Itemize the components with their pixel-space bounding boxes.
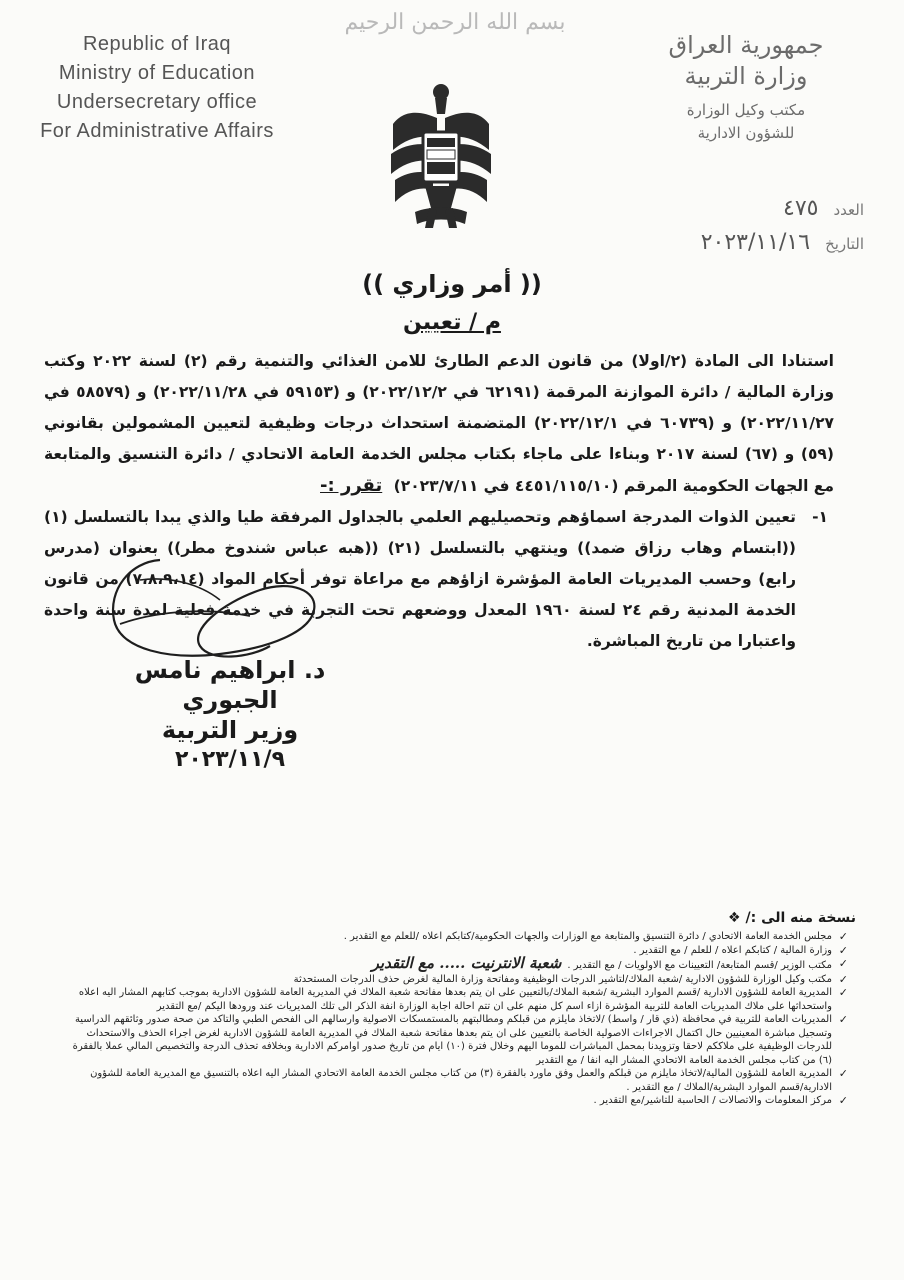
check-icon: ✓ xyxy=(838,986,848,999)
copy-recipient: ✓ وزارة المالية / كتابكم اعلاه / للعلم / مع التقدير . xyxy=(633,943,848,957)
check-icon: ✓ xyxy=(838,1094,848,1107)
signature-block xyxy=(100,655,360,775)
handwritten-note: شعبة الانترنيت ..... مع التقدير xyxy=(371,954,562,972)
country-name-ar: جمهورية العراق xyxy=(668,31,824,59)
copy-recipient: ✓ المديرية العامة للشؤون المالية/لاتخاذ مايلزم من قبلكم والعمل وفق ماورد بالفقرة (٣) من كتاب مجلس الخدمة العامة الاتحادي المشار اليه اعلاه بالتنسيق مع المديرية العامة للشؤون الادارية/قسم الموارد البشرية/الملاك / مع التقدير . xyxy=(90,1067,848,1093)
signer-name: د. ابراهيم نامس الجبوري xyxy=(134,656,326,714)
check-icon: ✓ xyxy=(838,972,848,986)
date-label: التاريخ xyxy=(825,235,864,253)
basmala: بسم الله الرحمن الرحيم xyxy=(344,10,566,35)
document-subject: م / تعيين xyxy=(403,310,501,335)
copies-heading xyxy=(728,910,856,926)
signature-date: ٢٠٢٣/١١/٩ xyxy=(174,747,286,772)
date-value: ٢٠٢٣/١١/١٦ xyxy=(700,230,811,255)
decision-label: تقرر :- xyxy=(320,475,383,496)
letterhead-english xyxy=(22,30,292,146)
preamble-text: استنادا الى المادة (٢/اولا) من قانون الدعم الطارئ للامن الغذائي والتنمية رقم (٢) لسنة ٢٠٢٢ وكتب وزارة المالية / دائرة الموازنة المرقمة (٦٢١٩١ في ٢٠٢٢/١٢/٢) و (٥٩١٥٣ في ٢٠٢٢/١١/٢٨) و (٥٨٥٧٩ في ٢٠٢٢/١١/٢٧) و (٦٠٧٣٩ في ٢٠٢٢/١٢/١) المتضمنة استحداث درجات وظيفية لتعيين المشمولين بقانوني (٥٩) و (٦٧) لسنة ٢٠١٧ وبناءا على ماجاء بكتاب مجلس الخدمة العامة الاتحادي / دائرة التنسيق والمتابعة مع الجهات الحكومية المرقم (٤٤٥١/١١٥/١٠ في ٢٠٢٣/٧/١١) xyxy=(44,352,834,495)
check-icon: ✓ xyxy=(838,943,848,957)
item-number: ١- xyxy=(812,508,828,526)
office-name-ar: مكتب وكيل الوزارة xyxy=(686,101,806,119)
signer-title: وزير التربية xyxy=(161,716,299,744)
country-name-en: Republic of Iraq xyxy=(82,33,232,55)
office-sub-ar: للشؤون الادارية xyxy=(697,124,795,142)
check-icon: ✓ xyxy=(838,957,848,970)
number-label: العدد xyxy=(833,201,864,219)
iraq-eagle-emblem-icon xyxy=(385,78,497,238)
ministry-name-en: Ministry of Education xyxy=(58,62,256,84)
number-value: ٤٧٥ xyxy=(783,196,819,221)
copies-heading-text: نسخة منه الى :/ xyxy=(745,910,856,926)
bullet-icon: ❖ xyxy=(728,910,741,926)
check-icon: ✓ xyxy=(838,1013,848,1026)
reference-date xyxy=(701,230,864,255)
copy-recipient: ✓ المديرية العامة للشؤون الادارية /قسم الموارد البشرية /شعبة الملاك/بالتعيين على ان يتم بعدها مفاتحة شعبة الملاك في المديرية العامة للشؤون الادارية بموجب كتابهم المشار اليه اعلاه واستحداثها على ملاك المديريات العامة للتربية المؤشرة ازاء اسم كل منهم على ان تتم احالة اجابة الوزارة انفة الذكر الى تلك المديريات عند ورودها اليكم /مع التقدير xyxy=(78,986,848,1012)
copy-recipient: ✓ مركز المعلومات والاتصالات / الحاسبة للتاشير/مع التقدير . xyxy=(593,1094,848,1107)
letterhead-arabic xyxy=(646,30,846,144)
check-icon: ✓ xyxy=(838,930,848,943)
copy-recipient: ✓ المديريات العامة للتربية في محافظة (ذي قار / واسط) /لاتخاذ مايلزم من قبلكم ومطالبتهم بالمستمسكات الاصولية وارسالهم الى الفحص الطبي والتاكد من صحة صدور وثائقهم الدراسية وتسجيل مباشرة المعينيين حال اكتمال الاجراءات الاصولية الخاصة بالتعيين على ان يتم بعدها مفاتحة شعبة الملاك في المديرية العامة للشؤون الادارية لغرض اجراء الحذف والاستحداث للدرجات الوظيفية على ملاككم لاحقا وتزويدنا بمحمل المباشرات للموما اليهم وخلال فترة (١٠) ايام من تاريخ صدور اوامركم الادارية وبخلافه تحذف الدرجة والتخصيص المالي عملا بالفقرة (٦) من كتاب مجلس الخدمة العامة الاتحادي المشار اليه انفا / مع التقدير xyxy=(72,1013,848,1066)
copy-recipient: ✓ مجلس الخدمة العامة الاتحادي / دائرة التنسيق والمتابعة مع الوزارات والجهات الحكومية/كتابكم اعلاه /للعلم مع التقدير . xyxy=(343,930,848,943)
preamble-paragraph xyxy=(44,346,834,502)
copy-recipient: ✓ مكتب وكيل الوزارة للشؤون الادارية /شعبة الملاك/لتاشير الدرجات الوظيفية ومفاتحة وزارة المالية لغرض حذف الدرجات المستحدثة xyxy=(293,972,848,986)
ministry-name-ar: وزارة التربية xyxy=(684,62,808,90)
office-name-en: Undersecretary office xyxy=(56,91,258,113)
item-text: تعيين الذوات المدرجة اسماؤهم وتحصيليهم العلمي بالجداول المرفقة طيا والذي يبدا بالتسلسل (١) ((ابتسام وهاب رزاق ضمد)) وينتهي بالتسلسل (٢١) ((هبه عباس شندوخ مطر)) بعنوان (مدرس رابع) وحسب المديريات العامة المؤشرة ازاؤهم مع مراعاة توفر أحكام المواد (٧،٨،٩،١٤) من قانون الخدمة المدنية رقم ٢٤ لسنة ١٩٦٠ المعدل ووضعهم تحت التجربة في خدمة فعلية لمدة سنة واحدة واعتبارا من تاريخ المباشرة. xyxy=(44,508,796,650)
check-icon: ✓ xyxy=(838,1067,848,1080)
document-title: (( أمر وزاري )) xyxy=(362,270,542,298)
office-sub-en: For Administrative Affairs xyxy=(40,120,274,142)
copies-list xyxy=(58,930,848,1108)
reference-number xyxy=(783,196,864,221)
copy-recipient: ✓ مكتب الوزير /قسم المتابعة/ التعيينات مع الاولويات / مع التقدير .شعبة الانترنيت ..... مع التقدير xyxy=(371,954,848,972)
